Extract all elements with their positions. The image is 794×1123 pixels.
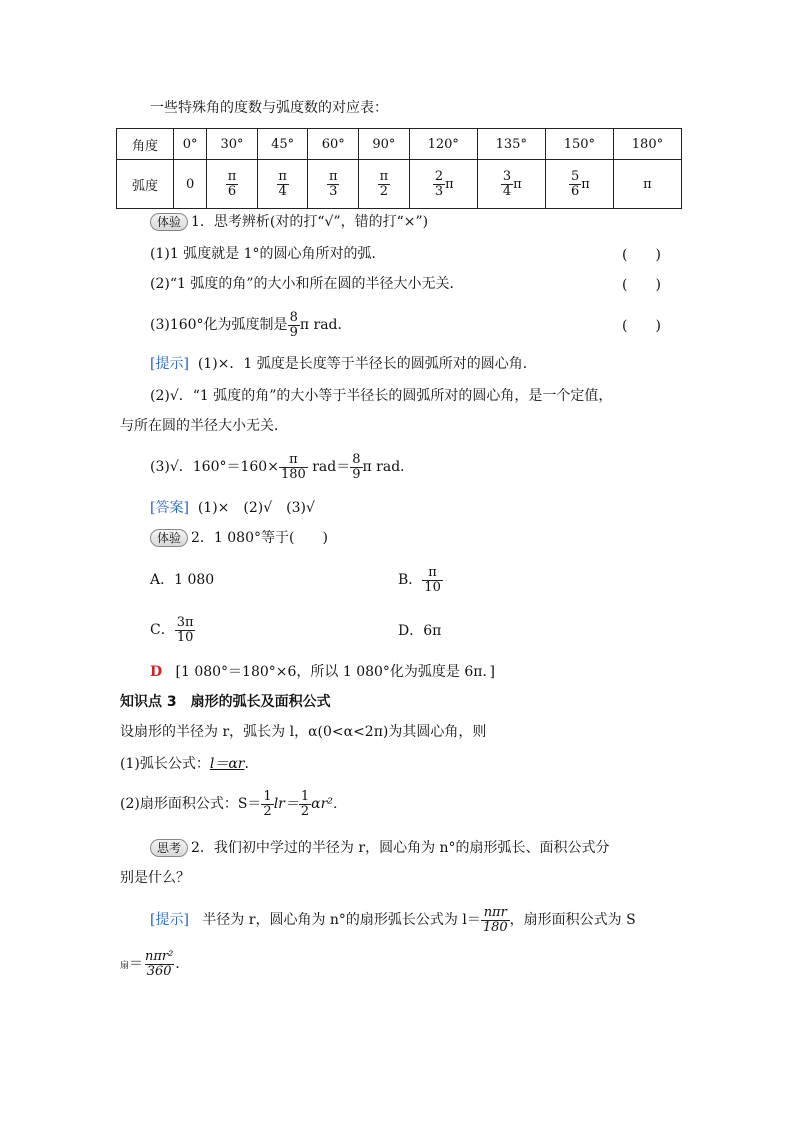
think2-hint-line xyxy=(150,902,636,938)
radian-suffix: π xyxy=(445,176,454,192)
table-intro: 一些特殊角的度数与弧度数的对应表： xyxy=(150,100,388,116)
frac-den: 2 xyxy=(263,803,272,819)
frac-num: π xyxy=(428,564,437,580)
angle-radian-table xyxy=(116,128,682,209)
radian-fraction xyxy=(501,170,513,199)
degree-row xyxy=(117,129,682,160)
kp3-heading: 知识点 3 扇形的弧长及面积公式 xyxy=(120,694,331,710)
frac-den: 9 xyxy=(352,466,361,482)
frac-den: 6 xyxy=(570,183,580,199)
degree-cell: 0° xyxy=(174,129,207,160)
radian-value: 0 xyxy=(185,176,195,192)
radian-row-label: 弧度 xyxy=(117,160,174,209)
degree-cell: 30° xyxy=(207,129,258,160)
exp2-title-line xyxy=(150,528,328,548)
hint3-post: π rad． xyxy=(362,459,415,475)
frac-num: 8 xyxy=(352,451,361,467)
radian-cell xyxy=(409,160,477,209)
radian-cell xyxy=(174,160,207,209)
kp3-area-formula xyxy=(120,786,347,822)
area-mid: lr＝ xyxy=(273,796,299,812)
hint-tag: [提示] xyxy=(150,912,189,928)
radian-cell xyxy=(257,160,308,209)
frac-num: 3 xyxy=(502,168,512,184)
think2-hint-text: 半径为 r，圆心角为 n°的扇形弧长公式为 l＝ xyxy=(202,912,481,928)
option-c-fraction xyxy=(175,616,196,645)
answer-letter: D xyxy=(150,664,163,680)
radian-cell xyxy=(613,160,681,209)
exp2-option-b xyxy=(398,562,443,598)
frac-den: 2 xyxy=(300,803,310,819)
frac-num: nπr xyxy=(483,904,507,920)
frac-num: π xyxy=(227,168,237,184)
frac-den: 360 xyxy=(146,963,172,979)
degree-cell: 150° xyxy=(545,129,613,160)
exp1-title-line xyxy=(150,212,428,232)
frac-num: π xyxy=(278,168,287,184)
radian-cell xyxy=(207,160,258,209)
degree-row-label: 角度 xyxy=(117,129,174,160)
frac-den: 4 xyxy=(502,183,512,199)
exp2-option-d: D．6π xyxy=(398,623,442,639)
hint3-pre: (3)√．160°＝160× xyxy=(150,459,279,475)
frac-den: 9 xyxy=(289,324,298,340)
radian-fraction xyxy=(276,170,289,199)
radian-fraction xyxy=(433,170,445,199)
radian-fraction xyxy=(327,170,340,199)
radian-fraction xyxy=(378,170,391,199)
option-c-label: C． xyxy=(150,622,175,638)
radian-cell xyxy=(308,160,359,209)
exp1-answer: (1)× (2)√ (3)√ xyxy=(197,500,315,516)
exp2-badge: 体验 xyxy=(150,529,188,547)
frac-num: 1 xyxy=(300,788,310,804)
think2-hint-mid: ，扇形面积公式为 S xyxy=(509,912,636,928)
period: ． xyxy=(175,956,190,972)
think2-area-line xyxy=(120,946,189,982)
kp3-setup: 设扇形的半径为 r，弧长为 l，α(0<α<2π)为其圆心角，则 xyxy=(120,724,487,740)
frac-den: 10 xyxy=(176,629,194,645)
hint-tag: [提示] xyxy=(150,356,189,372)
frac-den: 180 xyxy=(482,919,508,935)
exp2-option-c xyxy=(150,612,196,648)
frac-den: 3 xyxy=(434,183,444,199)
frac-den: 6 xyxy=(227,183,237,199)
frac-den: 10 xyxy=(424,579,441,595)
degree-cell: 180° xyxy=(613,129,681,160)
exp1-q3-paren: ( ) xyxy=(622,318,661,334)
exp1-q1-paren: ( ) xyxy=(622,247,661,263)
sector-subscript: 扇 xyxy=(120,961,130,971)
radian-value: π xyxy=(643,176,652,192)
frac-num: 8 xyxy=(289,309,298,325)
exp1-title: 1．思考辨析(对的打“√”，错的打“×”) xyxy=(191,214,429,230)
frac-den: 3 xyxy=(329,183,338,199)
frac-num: 2 xyxy=(434,168,444,184)
exp1-q3-pre: (3)160°化为弧度制是 xyxy=(150,317,288,333)
arc-formula: l＝αr xyxy=(209,756,245,772)
option-b-label: B． xyxy=(398,572,423,588)
degree-cell: 120° xyxy=(409,129,477,160)
hint3-mid: rad＝ xyxy=(307,459,351,475)
exp1-hint2b: 与所在圆的半径大小无关． xyxy=(120,418,288,434)
frac-num: 1 xyxy=(263,788,272,804)
radian-cell xyxy=(477,160,545,209)
exp1-q1: (1)1 弧度就是 1°的圆心角所对的弧． xyxy=(150,246,386,262)
frac-den: 4 xyxy=(278,183,287,199)
degree-cell: 45° xyxy=(257,129,308,160)
area-end: αr²． xyxy=(311,796,347,812)
exp1-q2-paren: ( ) xyxy=(622,277,661,293)
arc-length-fraction xyxy=(481,906,510,935)
area-half-1 xyxy=(261,790,273,819)
radian-fraction xyxy=(569,170,581,199)
radian-fraction xyxy=(226,170,239,199)
exp1-q3-fraction xyxy=(288,311,300,340)
equals-sign: ＝ xyxy=(129,956,144,972)
frac-den: 2 xyxy=(379,183,389,199)
frac-num: π xyxy=(289,451,298,467)
area-half-2 xyxy=(299,790,311,819)
think2-question: 2．我们初中学过的半径为 r，圆心角为 n°的扇形弧长、面积公式分 xyxy=(191,840,610,856)
radian-row xyxy=(117,160,682,209)
exp1-q2: (2)“1 弧度的角”的大小和所在圆的半径大小无关． xyxy=(150,276,464,292)
frac-num: π xyxy=(379,168,389,184)
frac-den: 180 xyxy=(280,466,306,482)
exp2-option-a: A．1 080 xyxy=(150,572,215,588)
exp1-hint3 xyxy=(150,450,414,484)
degree-cell: 135° xyxy=(477,129,545,160)
area-fraction xyxy=(143,950,175,979)
think2-line2: 别是什么？ xyxy=(120,870,190,886)
option-b-fraction xyxy=(422,566,443,595)
exp2-answer-text: [1 080°＝180°×6，所以 1 080°化为弧度是 6π．] xyxy=(175,664,495,680)
hint3-fraction-1 xyxy=(279,453,308,482)
answer-tag: [答案] xyxy=(150,500,189,516)
degree-cell: 90° xyxy=(359,129,410,160)
arc-label: (1)弧长公式： xyxy=(120,756,210,772)
exp1-hint1: (1)×．1 弧度是长度等于半径长的圆弧所对的圆心角． xyxy=(197,356,537,372)
exp2-answer-line xyxy=(150,662,495,682)
degree-cell: 60° xyxy=(308,129,359,160)
exp1-answer-line xyxy=(150,498,315,518)
think2-line1 xyxy=(150,838,610,858)
think2-badge: 思考 xyxy=(150,839,188,857)
radian-suffix: π xyxy=(513,176,522,192)
kp3-arc-formula xyxy=(120,754,258,774)
exp2-title: 2．1 080°等于( ) xyxy=(191,530,328,546)
exp1-q3 xyxy=(150,308,352,342)
hint3-fraction-2 xyxy=(350,453,362,482)
exp1-hint2a: (2)√．“1 弧度的角”的大小等于半径长的圆弧所对的圆心角，是一个定值， xyxy=(150,388,613,404)
frac-num: nπr² xyxy=(145,948,174,964)
exp1-hint1-line xyxy=(150,354,537,374)
frac-num: 5 xyxy=(570,168,580,184)
area-label: (2)扇形面积公式：S＝ xyxy=(120,796,262,812)
frac-num: 3π xyxy=(176,614,194,630)
radian-suffix: π xyxy=(581,176,590,192)
exp1-q3-post: π rad． xyxy=(299,317,352,333)
frac-num: π xyxy=(329,168,338,184)
arc-post: ． xyxy=(244,756,259,772)
radian-cell xyxy=(359,160,410,209)
radian-cell xyxy=(545,160,613,209)
exp1-badge: 体验 xyxy=(150,213,188,231)
